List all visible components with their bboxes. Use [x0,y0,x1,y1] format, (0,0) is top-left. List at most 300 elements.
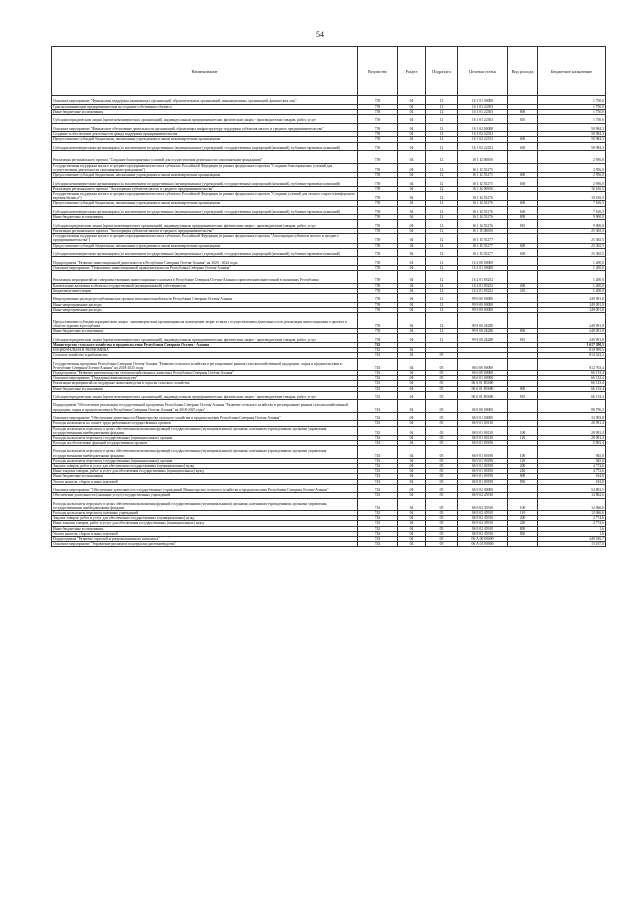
budget-table-container [51,46,605,547]
row-expense-type-cell [508,123,538,132]
page-number: 54 [316,30,324,39]
row-department-cell: 739 [358,302,398,307]
table-row [52,484,606,493]
row-subsection-cell: 12 [426,163,458,172]
row-name-cell: Уплата налогов, сборов и иных платежей [52,479,358,484]
row-section-cell: 04 [398,412,426,421]
row-department-cell: 743 [358,391,398,400]
row-amount-cell: 25 365,5 [538,248,606,257]
row-amount-cell: 66 133,4 [538,381,606,386]
row-target-article-cell: 16 1 I2 55275 [458,172,508,177]
row-name-cell: Субсидии некоммерческим организациям (за исключением государственных (муниципальных) учреждений, государственных корпораций (компаний), публично-правовых компаний) [52,142,358,151]
row-department-cell: 739 [358,265,398,270]
row-amount-cell: 2 956,0 [538,163,606,172]
row-department-cell: 739 [358,334,398,343]
row-section-cell: 04 [398,109,426,114]
row-expense-type-cell [508,484,538,493]
table-row [52,178,606,187]
row-department-cell: 743 [358,474,398,479]
table-row [52,446,606,458]
row-section-cell: 04 [398,458,426,463]
row-subsection-cell: 12 [426,312,458,328]
row-department-cell: 743 [358,412,398,421]
row-amount-cell: 249 091,8 [538,334,606,343]
row-department-cell: 739 [358,109,398,114]
row-expense-type-cell: 630 [508,142,538,151]
row-target-article-cell: 06 9 01 00190 [458,463,508,468]
table-header-row [52,47,606,96]
row-target-article-cell: 06 9 02 45910 [458,526,508,531]
row-department-cell: 739 [358,243,398,248]
row-name-cell: Субсидии юридическим лицам (кроме некоммерческих организаций), индивидуальным предпринимателям, физическим лицам - производителям товаров, работ, услуг [52,334,358,343]
row-department-cell: 743 [358,469,398,474]
row-department-cell: 743 [358,370,398,375]
row-target-article-cell: 16 1 I4 00000 [458,186,508,191]
row-name-cell: Субсидии некоммерческим организациям (за исключением государственных (муниципальных) учреждений, государственных корпораций (компаний), публично-правовых компаний) [52,178,358,187]
row-expense-type-cell [508,293,538,302]
row-section-cell: 04 [398,137,426,142]
row-department-cell: 739 [358,288,398,293]
row-subsection-cell: 05 [426,521,458,526]
row-expense-type-cell: 100 [508,446,538,458]
table-row [52,271,606,283]
row-subsection-cell: 12 [426,115,458,124]
row-expense-type-cell: 630 [508,206,538,215]
row-amount-cell: 1 750,0 [538,96,606,105]
row-subsection-cell: 12 [426,186,458,191]
row-subsection-cell: 05 [426,484,458,493]
row-amount-cell: 1 200,0 [538,265,606,270]
row-section-cell: 04 [398,201,426,206]
row-amount-cell: 12 066,6 [538,510,606,515]
row-amount-cell: 249 091,8 [538,307,606,312]
row-name-cell: Субсидии некоммерческим организациям (за исключением государственных (муниципальных) учреждений, государственных корпораций (компаний), публично-правовых компаний) [52,248,358,257]
row-amount-cell: 1 750,0 [538,109,606,114]
row-section-cell: 04 [398,463,426,468]
row-subsection-cell: 12 [426,271,458,283]
row-department-cell: 739 [358,220,398,229]
row-section-cell: 04 [398,172,426,177]
row-subsection-cell: 05 [426,441,458,446]
row-department-cell: 743 [358,381,398,386]
row-target-article-cell: 16 1 02 22352 [458,142,508,151]
row-section-cell: 04 [398,493,426,498]
row-department-cell: 739 [358,172,398,177]
row-name-cell: Подпрограмма "Развитие инвестиционной деятельности в Республике Северная Осетия-Алания" на 2020 - 2024 годы [52,257,358,266]
row-subsection-cell: 12 [426,283,458,288]
row-section-cell: 04 [398,123,426,132]
row-amount-cell: 1 750,0 [538,104,606,109]
row-section-cell: 04 [398,206,426,215]
row-subsection-cell: 12 [426,220,458,229]
row-expense-type-cell: 400 [508,283,538,288]
row-name-cell: Иные непрограммные расходы [52,302,358,307]
row-expense-type-cell: 800 [508,474,538,479]
row-section-cell: 04 [398,498,426,510]
row-department-cell: 739 [358,248,398,257]
row-subsection-cell: 05 [426,463,458,468]
row-amount-cell: 50 984,3 [538,142,606,151]
row-amount-cell: 812 763,4 [538,358,606,370]
row-subsection-cell: 12 [426,142,458,151]
row-department-cell: 739 [358,191,398,200]
row-expense-type-cell [508,234,538,243]
row-section-cell: 04 [398,329,426,334]
row-department-cell: 743 [358,400,398,412]
row-amount-cell: 7 616,5 [538,206,606,215]
row-expense-type-cell: 630 [508,178,538,187]
row-section-cell: 04 [398,348,426,353]
row-target-article-cell: 06 А 01 00000 [458,542,508,547]
row-amount-cell: 54 802,5 [538,484,606,493]
row-amount-cell: 2 956,0 [538,151,606,163]
row-section-cell: 04 [398,283,426,288]
row-expense-type-cell [508,312,538,328]
row-target-article-cell: 99 0 00 00000 [458,293,508,302]
row-subsection-cell: 12 [426,123,458,132]
row-department-cell: 743 [358,446,398,458]
row-section-cell: 04 [398,542,426,547]
row-section-cell: 04 [398,132,426,137]
row-department-cell: 739 [358,234,398,243]
row-subsection-cell: 12 [426,307,458,312]
row-section-cell: 04 [398,220,426,229]
row-subsection-cell: 05 [426,412,458,421]
row-subsection-cell: 05 [426,381,458,386]
row-name-cell: Иные бюджетные ассигнования [52,109,358,114]
table-row [52,220,606,229]
row-amount-cell: 25 365,5 [538,234,606,243]
row-amount-cell: 28 091,4 [538,421,606,426]
row-amount-cell: 1 200,0 [538,288,606,293]
header-section: Раздел [398,47,426,96]
row-target-article-cell: 16 1 01 22303 [458,109,508,114]
row-expense-type-cell: 810 [508,391,538,400]
row-subsection-cell: 12 [426,109,458,114]
row-section-cell: 04 [398,353,426,358]
row-name-cell: Иные закупки товаров, работ и услуг для обеспечения государственных (муниципальных) нужд [52,469,358,474]
row-department-cell: 739 [358,215,398,220]
row-name-cell: Государственная программа Республики Северная Осетия-Алания "Развитие сельского хозяйства и регулирование рынков сельскохозяйственной продукции, сырья и продовольствия в Республике Северная Осетия-Алания" на 2018-2025 годы [52,358,358,370]
row-expense-type-cell: 630 [508,248,538,257]
row-target-article-cell: 16 2 01 85252 [458,283,508,288]
row-department-cell: 743 [358,531,398,536]
header-target-article: Целевая статья [458,47,508,96]
row-name-cell: Иные бюджетные ассигнования [52,474,358,479]
row-subsection-cell: 12 [426,206,458,215]
table-row [52,358,606,370]
row-expense-type-cell: 800 [508,526,538,531]
table-row [52,142,606,151]
row-target-article-cell: 16 1 I2 55275 [458,163,508,172]
row-department-cell: 743 [358,426,398,435]
row-name-cell: Закупка товаров, работ и услуг для обеспечения государственных (муниципальных) нужд [52,463,358,468]
row-expense-type-cell: 100 [508,498,538,510]
table-row [52,163,606,172]
row-amount-cell: 814 323,2 [538,353,606,358]
row-target-article-cell: 06 9 01 00130 [458,426,508,435]
row-amount-cell: 4 772,6 [538,463,606,468]
row-amount-cell: 16 616,5 [538,191,606,200]
table-row [52,96,606,105]
row-amount-cell: 50 984,3 [538,123,606,132]
row-target-article-cell: 16 1 I5 55277 [458,243,508,248]
row-name-cell: Подпрограмма "Развитие отраслей агропромышленного комплекса" [52,536,358,541]
row-target-article-cell: 06 6 00 00000 [458,370,508,375]
row-name-cell: Основное мероприятие "Обеспечение деятельности государственных учреждений Министерства сельского хозяйства и продовольствия Республики Северная Осетия-Алания" [52,484,358,493]
row-target-article-cell: 16 2 01 85252 [458,271,508,283]
row-target-article-cell: 06 А 00 00000 [458,536,508,541]
row-section-cell: 04 [398,265,426,270]
row-department-cell: 739 [358,142,398,151]
row-subsection-cell: 12 [426,334,458,343]
row-section-cell: 04 [398,376,426,381]
row-amount-cell: 9 000,0 [538,215,606,220]
table-body [52,96,606,547]
row-amount-cell: 88 796,3 [538,400,606,412]
row-department-cell: 739 [358,307,398,312]
row-section-cell: 04 [398,536,426,541]
row-subsection-cell: 12 [426,293,458,302]
row-department-cell: 739 [358,115,398,124]
row-department-cell: 743 [358,536,398,541]
row-name-cell: Подпрограмма "Развитие животноводства сельскохозяйственных животных Республики Северная Осетия-Алания" [52,370,358,375]
row-expense-type-cell [508,400,538,412]
row-target-article-cell: 99 9 00 2Б280 [458,334,508,343]
row-section-cell: 04 [398,370,426,375]
row-subsection-cell: 12 [426,248,458,257]
row-department-cell: 739 [358,329,398,334]
row-section-cell: 04 [398,400,426,412]
table-row [52,206,606,215]
row-name-cell: Государственная поддержка малого и среднего предпринимательства в субъектах Российской Федерации (в рамках федерального проекта "Создание благоприятных условий для осуществления деятельности самозанятыми гражданами") [52,163,358,172]
row-subsection-cell: 05 [426,358,458,370]
row-name-cell: Иные бюджетные ассигнования [52,329,358,334]
row-section-cell: 04 [398,257,426,266]
row-name-cell: Субсидии юридическим лицам (кроме некоммерческих организаций), индивидуальным предпринимателям, физическим лицам - производителям товаров, работ, услуг [52,115,358,124]
row-department-cell: 743 [358,435,398,440]
row-name-cell: Государственная поддержка малого и среднего предпринимательства в субъектах Российской Федерации (в рамках федерального проекта "Создание условий для легкого старта и комфортного ведения бизнеса") [52,191,358,200]
row-section-cell: 04 [398,441,426,446]
row-subsection-cell: 12 [426,104,458,109]
row-subsection-cell: 05 [426,376,458,381]
row-subsection-cell: 12 [426,288,458,293]
row-section-cell: 04 [398,178,426,187]
table-row [52,151,606,163]
row-amount-cell: 28 091,4 [538,435,606,440]
row-target-article-cell: 06 9 01 00190 [458,474,508,479]
row-department-cell: 743 [358,516,398,521]
row-subsection-cell: 12 [426,243,458,248]
row-expense-type-cell [508,163,538,172]
row-name-cell: Подпрограмма "Обеспечение реализации государственной программы Республики Северная Осетия-Алания "Развитие сельского хозяйства и регулирование рынков сельскохозяйственной продукции, сырья и продовольствия в Республике Северная Осетия-Алания" на 2018-2025 годы" [52,400,358,412]
row-amount-cell: 13 167,0 [538,542,606,547]
table-row [52,498,606,510]
row-expense-type-cell: 120 [508,458,538,463]
row-expense-type-cell: 600 [508,172,538,177]
row-expense-type-cell: 240 [508,469,538,474]
row-name-cell: Расходы на выплаты персоналу казенных учреждений [52,510,358,515]
row-amount-cell: 4 772,6 [538,469,606,474]
row-expense-type-cell: 100 [508,426,538,435]
row-department-cell: 743 [358,458,398,463]
row-expense-type-cell [508,257,538,266]
row-name-cell: Создание и обеспечение деятельности фонда поддержки предпринимательства [52,132,358,137]
row-section-cell: 04 [398,334,426,343]
table-row [52,123,606,132]
table-row [52,248,606,257]
row-amount-cell: 9 000,0 [538,220,606,229]
row-section-cell: 04 [398,526,426,531]
table-row [52,234,606,243]
row-name-cell: Расходы на выплаты по оплате труда работников государственных органов [52,421,358,426]
table-row [52,426,606,435]
row-amount-cell: 2 956,0 [538,172,606,177]
header-budget-amount: Бюджетное назначение [538,47,606,96]
row-section-cell: 04 [398,421,426,426]
row-expense-type-cell: 200 [508,516,538,521]
row-department-cell: 739 [358,271,398,283]
row-target-article-cell: 06 9 01 00000 [458,412,508,421]
row-amount-cell: 249 091,8 [538,293,606,302]
row-section-cell: 04 [398,484,426,493]
row-subsection-cell: 12 [426,151,458,163]
row-amount-cell: 2 774,6 [538,516,606,521]
row-subsection-cell: 05 [426,498,458,510]
row-subsection-cell: 12 [426,329,458,334]
row-target-article-cell: 06 9 02 45910 [458,516,508,521]
row-subsection-cell: 12 [426,178,458,187]
row-amount-cell: 5 902,4 [538,441,606,446]
row-target-article-cell: 16 2 01 00000 [458,265,508,270]
row-section-cell: 04 [398,234,426,243]
row-department-cell: 743 [358,542,398,547]
row-target-article-cell: 06 9 01 00190 [458,469,508,474]
row-department-cell: 739 [358,163,398,172]
row-target-article-cell: 06 9 02 45910 [458,531,508,536]
row-subsection-cell: 05 [426,469,458,474]
row-name-cell: Предоставление субсидии юридическим лицам - некоммерческим организациям на возмещение затрат в связи с осуществлением деятельности по реализации инвестиционного проекта в области туризма в республике [52,312,358,328]
row-section-cell: 04 [398,243,426,248]
row-department-cell: 743 [358,510,398,515]
row-target-article-cell: 16 1 01 22303 [458,104,508,109]
row-department-cell: 739 [358,178,398,187]
row-department-cell: 739 [358,123,398,132]
row-department-cell: 739 [358,104,398,109]
row-department-cell: 739 [358,137,398,142]
row-name-cell: Обеспечение деятельности (оказание услуг) государственных учреждений [52,493,358,498]
row-subsection-cell: 05 [426,510,458,515]
row-target-article-cell: 16 1 I4 55276 [458,201,508,206]
row-subsection-cell: 05 [426,536,458,541]
row-name-cell: Основное мероприятие "Финансовая поддержка начинающих организаций, образовательных организаций, инновационных организаций, физических лиц" [52,96,358,105]
row-subsection-cell: 05 [426,542,458,547]
row-amount-cell: 25 365,5 [538,228,606,233]
row-amount-cell: 14 862,6 [538,493,606,498]
row-name-cell: Расходы на выплаты персоналу государственных (муниципальных) органов [52,435,358,440]
row-section-cell: 04 [398,271,426,283]
row-target-article-cell: 06 6 01 R5680 [458,391,508,400]
row-amount-cell: 1 200,0 [538,271,606,283]
table-row [52,191,606,200]
row-department-cell: 743 [358,479,398,484]
row-amount-cell: 12 066,6 [538,498,606,510]
row-subsection-cell: 12 [426,96,458,105]
row-name-cell: Основное мероприятие "Повышение инвестиционной привлекательности Республики Северная Осетия-Алания" [52,265,358,270]
row-name-cell: Предоставление субсидий бюджетным, автономным учреждениям и иным некоммерческим организациям [52,201,358,206]
row-target-article-cell: 06 6 01 R5680 [458,386,508,391]
row-subsection-cell: 12 [426,132,458,137]
row-target-article-cell: 06 9 01 00130 [458,435,508,440]
row-amount-cell: 66 133,4 [538,376,606,381]
row-target-article-cell: 06 9 02 00000 [458,484,508,493]
table-row [52,412,606,421]
row-department-cell: 743 [358,342,398,347]
row-section-cell: 04 [398,435,426,440]
row-department-cell: 743 [358,526,398,531]
row-subsection-cell: 05 [426,479,458,484]
row-expense-type-cell [508,542,538,547]
row-subsection-cell: 12 [426,228,458,233]
row-department-cell: 739 [358,283,398,288]
row-expense-type-cell: 800 [508,109,538,114]
row-name-cell: НАЦИОНАЛЬНАЯ ЭКОНОМИКА [52,348,358,353]
row-target-article-cell: 06 6 01 R5680 [458,381,508,386]
row-name-cell: Иные закупки товаров, работ и услуг для обеспечения государственных (муниципальных) нужд [52,521,358,526]
row-section-cell: 04 [398,215,426,220]
row-target-article-cell: 16 1 02 22352 [458,137,508,142]
row-amount-cell: 28 091,4 [538,426,606,435]
row-name-cell: Министерство сельского хозяйства и продовольствия Республики Северная Осетия - Алания [52,342,358,347]
row-name-cell: Реализация мероприятий по совершенствованию инвестиционного климата в Республике Северная Осетия-Алания и привлечению инвестиций в экономику Республики [52,271,358,283]
row-name-cell: Основное мероприятие "Обеспечение деятельности Министерства сельского хозяйства и продовольствия Республики Северная Осетия-Алания" [52,412,358,421]
row-section-cell: 04 [398,381,426,386]
row-section-cell: 04 [398,307,426,312]
row-subsection-cell: 12 [426,201,458,206]
row-name-cell: Реализация мероприятий по поддержке животноводства в отрасли сельского хозяйства [52,381,358,386]
row-subsection-cell: 05 [426,474,458,479]
budget-table [51,46,606,547]
table-row [52,115,606,124]
row-target-article-cell: 16 1 I2 55275 [458,178,508,187]
row-department-cell: 743 [358,386,398,391]
row-subsection-cell: 05 [426,526,458,531]
row-amount-cell: 1 200,0 [538,257,606,266]
row-section-cell: 04 [398,191,426,200]
row-section-cell: 04 [398,248,426,257]
table-row [52,312,606,328]
row-department-cell: 743 [358,376,398,381]
row-target-article-cell: 16 1 I5 00000 [458,228,508,233]
row-section-cell: 04 [398,516,426,521]
row-department-cell: 739 [358,201,398,206]
row-department-cell: 739 [358,257,398,266]
row-name-cell: Основное мероприятие "Финансовое обеспечение деятельности организаций, образующих инфраструктуру поддержки субъектов малого и среднего предпринимательства" [52,123,358,132]
row-expense-type-cell: 800 [508,386,538,391]
row-section-cell: 04 [398,469,426,474]
row-amount-cell: 66 133,4 [538,370,606,375]
row-section-cell: 04 [398,521,426,526]
row-name-cell: Реализация регионального проекта "Создание благоприятных условий для осуществления деятельности самозанятыми гражданами" [52,151,358,163]
row-name-cell: Субсидии некоммерческим организациям (за исключением государственных (муниципальных) учреждений, государственных корпораций (компаний), публично-правовых компаний) [52,206,358,215]
row-department-cell: 743 [358,484,398,493]
row-subsection-cell: 12 [426,234,458,243]
row-name-cell: Капитальные вложения в объекты государственной (муниципальной) собственности [52,283,358,288]
row-amount-cell: 818 999,5 [538,348,606,353]
row-department-cell: 743 [358,498,398,510]
row-section-cell: 04 [398,115,426,124]
row-target-article-cell: 16 1 I5 55277 [458,248,508,257]
